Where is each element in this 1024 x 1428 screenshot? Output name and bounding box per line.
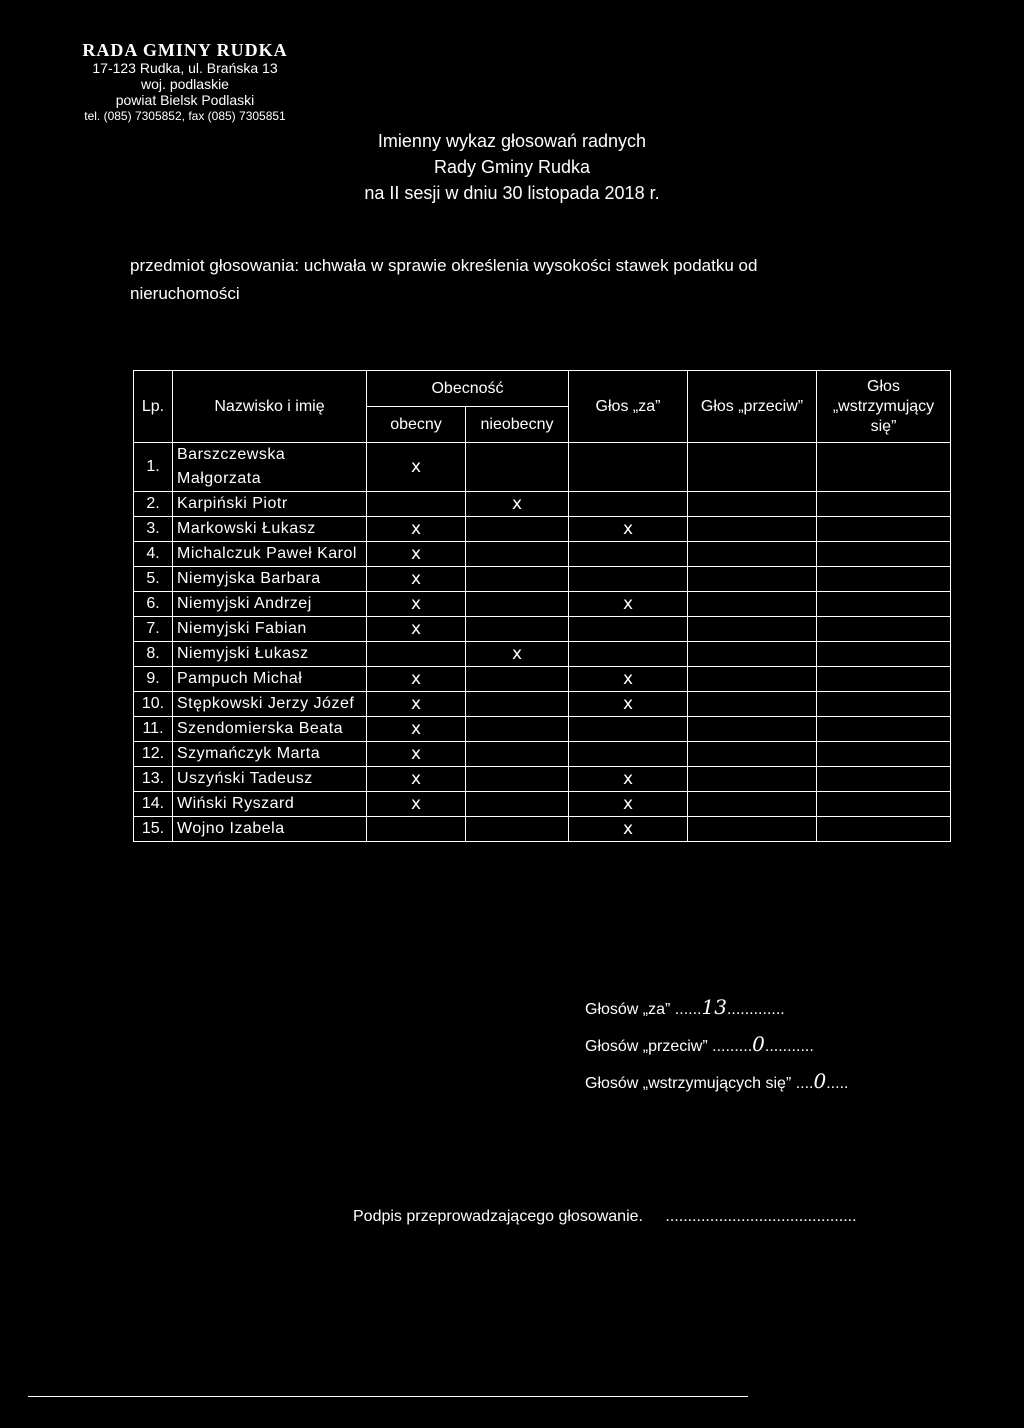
summary-abstain-label: Głosów „wstrzymujących się” <box>585 1075 792 1092</box>
row-mark-for: x <box>569 817 688 842</box>
row-mark-abstain <box>817 742 951 767</box>
row-name: Uszyński Tadeusz <box>173 767 367 792</box>
header-attendance: Obecność <box>367 371 569 407</box>
row-mark-absent <box>466 542 569 567</box>
row-mark-against <box>688 667 817 692</box>
heading-line-2: Rady Gminy Rudka <box>433 157 591 177</box>
summary-for: Głosów „za” ......13............. <box>585 995 785 1019</box>
row-lp: 5. <box>134 567 173 592</box>
row-mark-against <box>688 567 817 592</box>
row-mark-abstain <box>817 617 951 642</box>
summary-for-label: Głosów „za” <box>585 1001 671 1018</box>
row-mark-for: x <box>569 667 688 692</box>
row-mark-for <box>569 567 688 592</box>
row-name: Markowski Łukasz <box>173 517 367 542</box>
row-mark-absent <box>466 717 569 742</box>
row-mark-abstain <box>817 667 951 692</box>
summary-abstain: Głosów „wstrzymujących się” ....0..... <box>585 1069 849 1093</box>
table-row <box>134 717 951 742</box>
row-mark-abstain <box>817 542 951 567</box>
row-mark-abstain <box>817 517 951 542</box>
row-mark-present <box>367 492 466 517</box>
row-mark-against <box>688 717 817 742</box>
row-lp: 6. <box>134 592 173 617</box>
row-name: Niemyjski Fabian <box>173 617 367 642</box>
row-name: Stępkowski Jerzy Józef <box>173 692 367 717</box>
stamp-address: 17-123 Rudka, ul. Brańska 13 <box>92 60 278 76</box>
row-mark-against <box>688 517 817 542</box>
office-stamp <box>70 40 300 124</box>
row-mark-against <box>688 742 817 767</box>
row-mark-abstain <box>817 592 951 617</box>
row-mark-absent <box>466 667 569 692</box>
row-mark-abstain <box>817 492 951 517</box>
row-lp: 9. <box>134 667 173 692</box>
document-heading <box>0 128 1024 206</box>
row-mark-against <box>688 642 817 667</box>
row-mark-absent <box>466 742 569 767</box>
heading-line-3: na II sesji w dniu 30 listopada 2018 r. <box>364 183 660 203</box>
row-mark-abstain <box>817 717 951 742</box>
row-name: Niemyjski Łukasz <box>173 642 367 667</box>
row-mark-present: x <box>367 667 466 692</box>
table-row <box>134 542 951 567</box>
row-mark-present: x <box>367 542 466 567</box>
row-lp: 15. <box>134 817 173 842</box>
row-name: Szendomierska Beata <box>173 717 367 742</box>
header-for: Głos „za” <box>569 371 688 443</box>
header-absent: nieobecny <box>466 407 569 443</box>
row-mark-for: x <box>569 517 688 542</box>
signature-line: Podpis przeprowadzającego głosowanie. ........................................... <box>353 1208 857 1225</box>
row-mark-absent <box>466 567 569 592</box>
row-mark-present: x <box>367 567 466 592</box>
vote-subject: przedmiot głosowania: uchwała w sprawie określenia wysokości stawek podatku od nieruchomości <box>130 256 758 303</box>
row-mark-for <box>569 492 688 517</box>
summary-abstain-value: 0 <box>813 1069 827 1093</box>
table-row <box>134 443 951 492</box>
row-lp: 12. <box>134 742 173 767</box>
summary-for-value: 13 <box>701 995 727 1019</box>
row-name: Pampuch Michał <box>173 667 367 692</box>
table-row <box>134 517 951 542</box>
row-mark-for <box>569 742 688 767</box>
row-mark-for <box>569 542 688 567</box>
header-lp: Lp. <box>134 371 173 443</box>
row-mark-for <box>569 617 688 642</box>
row-lp: 11. <box>134 717 173 742</box>
row-lp: 8. <box>134 642 173 667</box>
row-lp: 4. <box>134 542 173 567</box>
vote-table-body <box>134 443 951 842</box>
row-mark-present: x <box>367 443 466 492</box>
row-mark-for <box>569 443 688 492</box>
summary-against-value: 0 <box>752 1032 765 1056</box>
row-mark-absent <box>466 792 569 817</box>
row-name: Niemyjska Barbara <box>173 567 367 592</box>
row-mark-abstain <box>817 817 951 842</box>
row-mark-for: x <box>569 592 688 617</box>
row-mark-absent: x <box>466 492 569 517</box>
row-name: Karpiński Piotr <box>173 492 367 517</box>
table-row <box>134 617 951 642</box>
row-lp: 2. <box>134 492 173 517</box>
summary-against-label: Głosów „przeciw” <box>585 1038 708 1055</box>
row-name: Wiński Ryszard <box>173 792 367 817</box>
row-mark-present: x <box>367 517 466 542</box>
row-mark-absent <box>466 767 569 792</box>
row-mark-absent <box>466 817 569 842</box>
row-name: Michalczuk Paweł Karol <box>173 542 367 567</box>
row-mark-absent <box>466 692 569 717</box>
table-row <box>134 817 951 842</box>
signature-label: Podpis przeprowadzającego głosowanie. <box>353 1208 643 1225</box>
vote-summary <box>585 990 848 1101</box>
row-name: Niemyjski Andrzej <box>173 592 367 617</box>
row-mark-absent <box>466 592 569 617</box>
row-mark-abstain <box>817 767 951 792</box>
row-mark-present <box>367 642 466 667</box>
row-mark-against <box>688 492 817 517</box>
table-row <box>134 492 951 517</box>
row-mark-against <box>688 617 817 642</box>
stamp-county: powiat Bielsk Podlaski <box>115 92 255 108</box>
row-name: Szymańczyk Marta <box>173 742 367 767</box>
row-mark-abstain <box>817 792 951 817</box>
header-present: obecny <box>367 407 466 443</box>
row-mark-against <box>688 792 817 817</box>
header-abstain: Głos „wstrzymujący się” <box>817 371 951 443</box>
row-name: Wojno Izabela <box>173 817 367 842</box>
table-row <box>134 592 951 617</box>
stamp-region: woj. podlaskie <box>141 76 229 92</box>
row-lp: 1. <box>134 443 173 492</box>
row-mark-against <box>688 592 817 617</box>
table-row <box>134 642 951 667</box>
row-mark-against <box>688 692 817 717</box>
row-mark-present: x <box>367 792 466 817</box>
row-mark-present: x <box>367 742 466 767</box>
stamp-phone: tel. (085) 7305852, fax (085) 7305851 <box>84 109 286 123</box>
row-mark-abstain <box>817 443 951 492</box>
row-mark-present: x <box>367 617 466 642</box>
row-mark-abstain <box>817 642 951 667</box>
row-lp: 13. <box>134 767 173 792</box>
row-mark-present: x <box>367 592 466 617</box>
row-lp: 14. <box>134 792 173 817</box>
row-mark-abstain <box>817 567 951 592</box>
header-name: Nazwisko i imię <box>173 371 367 443</box>
table-row <box>134 692 951 717</box>
row-mark-against <box>688 767 817 792</box>
row-mark-present: x <box>367 767 466 792</box>
row-mark-against <box>688 443 817 492</box>
row-mark-present: x <box>367 692 466 717</box>
row-mark-for <box>569 717 688 742</box>
table-row <box>134 792 951 817</box>
row-lp: 7. <box>134 617 173 642</box>
row-mark-absent <box>466 443 569 492</box>
header-against: Głos „przeciw” <box>688 371 817 443</box>
row-mark-for: x <box>569 767 688 792</box>
row-mark-against <box>688 817 817 842</box>
row-mark-absent <box>466 617 569 642</box>
row-mark-present: x <box>367 717 466 742</box>
vote-table <box>133 370 951 842</box>
bottom-divider <box>28 1396 748 1397</box>
row-mark-abstain <box>817 692 951 717</box>
row-lp: 10. <box>134 692 173 717</box>
table-row <box>134 767 951 792</box>
row-mark-for: x <box>569 792 688 817</box>
table-row <box>134 667 951 692</box>
heading-line-1: Imienny wykaz głosowań radnych <box>377 131 647 151</box>
row-mark-against <box>688 542 817 567</box>
row-mark-for: x <box>569 692 688 717</box>
row-mark-absent <box>466 517 569 542</box>
stamp-name: RADA GMINY RUDKA <box>82 40 288 60</box>
table-row <box>134 567 951 592</box>
summary-against: Głosów „przeciw” .........0........... <box>585 1032 814 1056</box>
row-lp: 3. <box>134 517 173 542</box>
row-mark-present <box>367 817 466 842</box>
table-row <box>134 742 951 767</box>
row-mark-for <box>569 642 688 667</box>
row-mark-absent: x <box>466 642 569 667</box>
row-name: Barszczewska Małgorzata <box>173 443 367 492</box>
